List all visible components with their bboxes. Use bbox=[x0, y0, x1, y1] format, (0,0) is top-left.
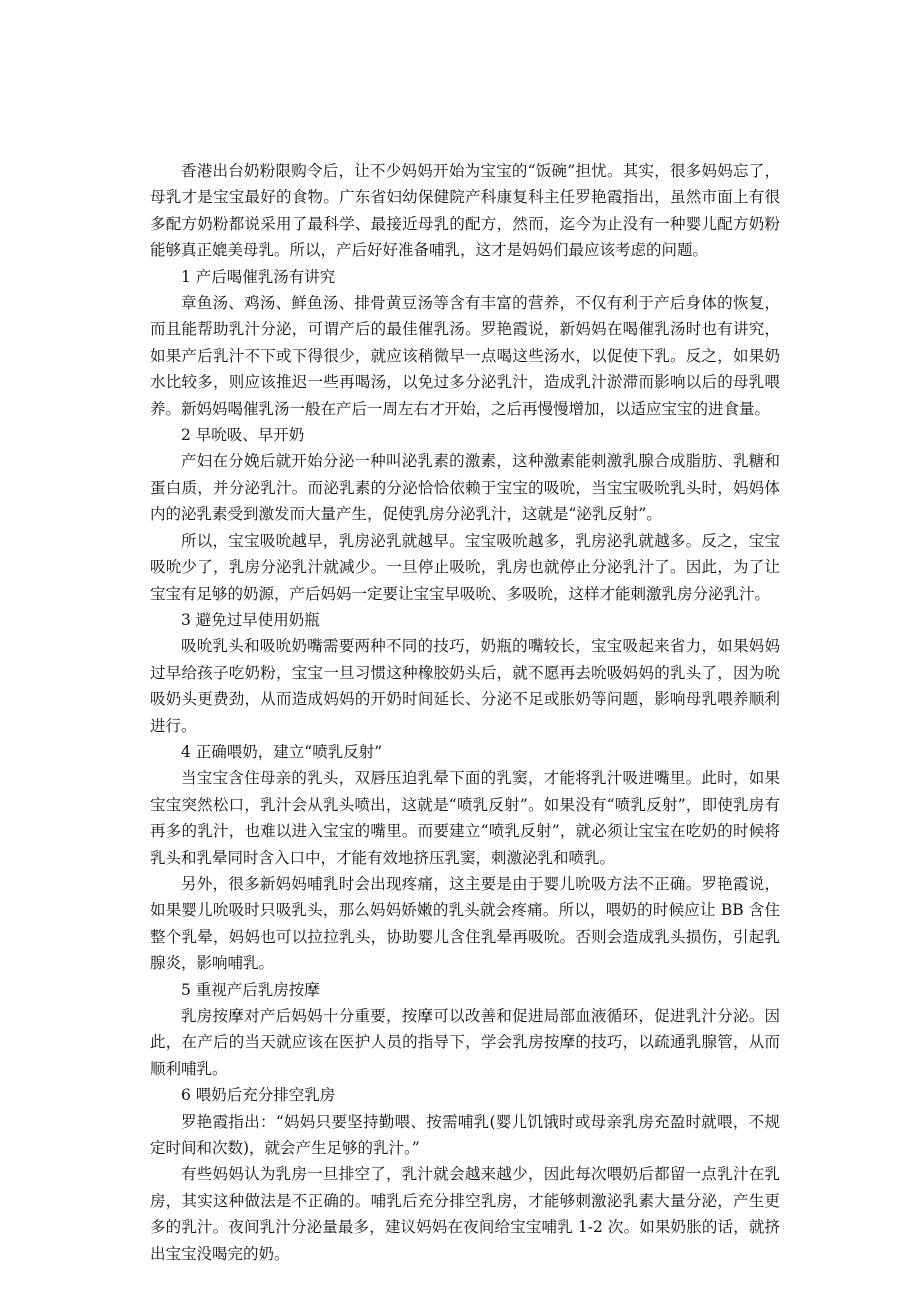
section-4-paragraph-1: 当宝宝含住母亲的乳头，双唇压迫乳晕下面的乳窦，才能将乳汁吸进嘴里。此时，如果宝宝突然松口，乳汁会从乳头喷出，这就是“喷乳反射”。如果没有“喷乳反射”，即使乳房有再多的乳汁，也难以进入宝宝的嘴里。而要建立“喷乳反射”，就必须让宝宝在吃奶的时候将乳头和乳晕同时含入口中，才能有效地挤压乳窦，刺激泌乳和喷乳。 bbox=[150, 769, 780, 867]
section-1-heading: 1 产后喝催乳汤有讲究 bbox=[181, 267, 336, 286]
section-6-heading: 6 喂奶后充分排空乳房 bbox=[181, 1086, 336, 1105]
section-2-paragraph-1: 产妇在分娩后就开始分泌一种叫泌乳素的激素，这种激素能刺激乳腺合成脂肪、乳糖和蛋白质，并分泌乳汁。而泌乳素的分泌恰恰依赖于宝宝的吸吮，当宝宝吸吮乳头时，妈妈体内的泌乳素受到激发而大量产生，促使乳房分泌乳汁，这就是“泌乳反射”。 bbox=[150, 452, 780, 524]
section-5-heading: 5 重视产后乳房按摩 bbox=[181, 980, 320, 999]
section-3-paragraph-1: 吸吮乳头和吸吮奶嘴需要两种不同的技巧，奶瓶的嘴较长，宝宝吸起来省力，如果妈妈过早给孩子吃奶粉，宝宝一旦习惯这种橡胶奶头后，就不愿再去吮吸妈妈的乳头了，因为吮吸奶头更费劲，从而造成妈妈的开奶时间延长、分泌不足或胀奶等问题，影响母乳喂养顺利进行。 bbox=[150, 637, 780, 735]
document-page bbox=[150, 158, 780, 1267]
section-4-paragraph-2: 另外，很多新妈妈哺乳时会出现疼痛，这主要是由于婴儿吮吸方法不正确。罗艳霞说，如果婴儿吮吸时只吸乳头，那么妈妈娇嫩的乳头就会疼痛。所以，喂奶的时候应让 BB 含住整个乳晕，妈妈也可以拉拉乳头，协助婴儿含住乳晕再吸吮。否则会造成乳头损伤，引起乳腺炎，影响哺乳。 bbox=[150, 874, 780, 973]
section-2-paragraph-2: 所以，宝宝吸吮越早，乳房泌乳就越早。宝宝吸吮越多，乳房泌乳就越多。反之，宝宝吸吮少了，乳房分泌乳汁就减少。一旦停止吸吮，乳房也就停止分泌乳汁了。因此，为了让宝宝有足够的奶源，产后妈妈一定要让宝宝早吸吮、多吸吮，这样才能刺激乳房分泌乳汁。 bbox=[150, 531, 780, 603]
section-5-paragraph-1: 乳房按摩对产后妈妈十分重要，按摩可以改善和促进局部血液循环，促进乳汁分泌。因此，在产后的当天就应该在医护人员的指导下，学会乳房按摩的技巧，以疏通乳腺管，从而顺利哺乳。 bbox=[150, 1007, 780, 1078]
section-1-paragraph-1: 章鱼汤、鸡汤、鲜鱼汤、排骨黄豆汤等含有丰富的营养，不仅有利于产后身体的恢复，而且能帮助乳汁分泌，可谓产后的最佳催乳汤。罗艳霞说，新妈妈在喝催乳汤时也有讲究，如果产后乳汁不下或下得很少，就应该稍微早一点喝这些汤水，以促使下乳。反之，如果奶水比较多，则应该推迟一些再喝汤，以免过多分泌乳汁，造成乳汁淤滞而影响以后的母乳喂养。新妈妈喝催乳汤一般在产后一周左右才开始，之后再慢慢增加，以适应宝宝的进食量。 bbox=[150, 294, 780, 418]
section-6-paragraph-2: 有些妈妈认为乳房一旦排空了，乳汁就会越来越少，因此每次喂奶后都留一点乳汁在乳房，其实这种做法是不正确的。哺乳后充分排空乳房，才能够刺激泌乳素大量分泌，产生更多的乳汁。夜间乳汁分泌量最多，建议妈妈在夜间给宝宝哺乳 1-2 次。如果奶胀的话，就挤出宝宝没喝完的奶。 bbox=[150, 1165, 780, 1263]
section-2-heading: 2 早吮吸、早开奶 bbox=[181, 426, 305, 445]
section-3-heading: 3 避免过早使用奶瓶 bbox=[181, 610, 320, 629]
section-6-paragraph-1: 罗艳霞指出：“妈妈只要坚持勤喂、按需哺乳(婴儿饥饿时或母亲乳房充盈时就喂，不规定时间和次数)，就会产生足够的乳汁。” bbox=[150, 1112, 780, 1158]
section-4-heading: 4 正确喂奶，建立“喷乳反射” bbox=[181, 742, 383, 761]
intro-paragraph: 香港出台奶粉限购令后，让不少妈妈开始为宝宝的“饭碗”担忧。其实，很多妈妈忘了，母乳才是宝宝最好的食物。广东省妇幼保健院产科康复科主任罗艳霞指出，虽然市面上有很多配方奶粉都说采用了最科学、最接近母乳的配方，然而，迄今为止没有一种婴儿配方奶粉能够真正媲美母乳。所以，产后好好准备哺乳，这才是妈妈们最应该考虑的问题。 bbox=[150, 162, 780, 260]
